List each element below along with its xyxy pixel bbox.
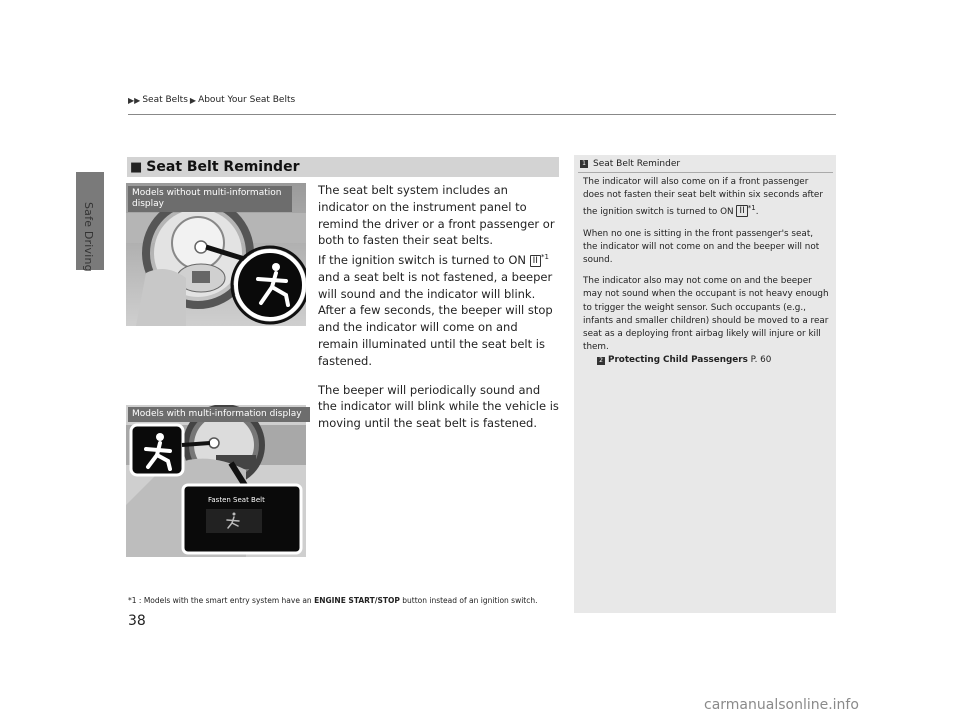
note-paragraph: When no one is sitting in the front passenger's seat, the indicator will not come on and the beeper will not sound. — [583, 228, 820, 265]
footnote-marker: *1 : — [128, 596, 142, 605]
footnote-text: Models with the smart entry system have an — [141, 596, 315, 605]
breadcrumb-arrow-icon: ▶ — [189, 95, 197, 105]
footnote-bold: ENGINE START/STOP — [314, 596, 400, 605]
main-body-text — [318, 182, 560, 444]
breadcrumb — [128, 95, 295, 105]
note-paragraph — [583, 176, 829, 220]
body-text-1c: and a seat belt is not fastened, a beeper will sound and the indicator will blink. After a few seconds, the beeper will stop and the indicator will come on and remain illuminated until the seat belt is fastened. — [318, 269, 553, 368]
image-caption-without-mid: Models without multi-information display — [128, 186, 292, 212]
footnote-ref[interactable]: *1 — [540, 253, 549, 262]
note-paragraph — [583, 275, 829, 367]
side-note-header — [580, 159, 680, 169]
note-text: The indicator also may not come on and the beeper may not sound when the occupant is not heavy enough to trigger the weight sensor. Such occupants (e.g., infants and smaller children) should be moved to a rear seat as a deploying front airbag likely will injure or kill them. — [583, 276, 829, 353]
note-icon: 1 — [580, 160, 588, 168]
side-note-body — [583, 176, 829, 376]
ignition-on-badge: II — [530, 255, 541, 267]
link-page[interactable]: P. 60 — [750, 355, 772, 366]
body-paragraph — [318, 182, 560, 370]
note-text: . — [755, 207, 759, 218]
image-caption-with-mid: Models with multi-information display — [128, 407, 310, 422]
footnote-ref[interactable]: *1 — [747, 204, 756, 213]
section-title: Seat Belt Reminder — [146, 159, 300, 175]
breadcrumb-arrow-icon: ▶▶ — [128, 95, 141, 105]
ignition-on-badge: II — [736, 205, 747, 217]
dashboard-image-with-mid — [126, 405, 306, 557]
side-note-divider — [578, 172, 833, 173]
breadcrumb-item-seat-belts[interactable]: Seat Belts — [142, 95, 188, 105]
cross-reference-link[interactable] — [597, 355, 771, 365]
section-header — [127, 157, 559, 177]
reference-arrow-icon: 2 — [597, 357, 605, 365]
body-paragraph: The beeper will periodically sound and the indicator will blink while the vehicle is moving until the seat belt is fastened. — [318, 382, 559, 431]
watermark-text: carmanualsonline.info — [704, 697, 859, 713]
footnote-text: button instead of an ignition switch. — [399, 596, 538, 605]
header-divider — [128, 114, 836, 115]
footnote — [128, 596, 538, 605]
note-text: The indicator will also come on if a front passenger does not fasten their seat belt within six seconds after the ignition switch is turned to ON — [583, 177, 823, 218]
body-text-1a: The seat belt system includes an indicator on the instrument panel to remind the driver or a front passenger or both to fasten their seat belts. — [318, 183, 555, 248]
link-label[interactable]: Protecting Child Passengers — [608, 355, 748, 366]
page-number: 38 — [128, 613, 146, 629]
display-text: Fasten Seat Belt — [208, 496, 265, 504]
body-text-1b: If the ignition switch is turned to ON — [318, 253, 526, 268]
section-square-icon: ■ — [130, 159, 143, 175]
side-note-title: Seat Belt Reminder — [593, 159, 681, 169]
breadcrumb-item-about[interactable]: About Your Seat Belts — [198, 95, 296, 105]
dashboard-illustration — [126, 405, 306, 557]
sidebar-label: Safe Driving — [82, 202, 95, 272]
